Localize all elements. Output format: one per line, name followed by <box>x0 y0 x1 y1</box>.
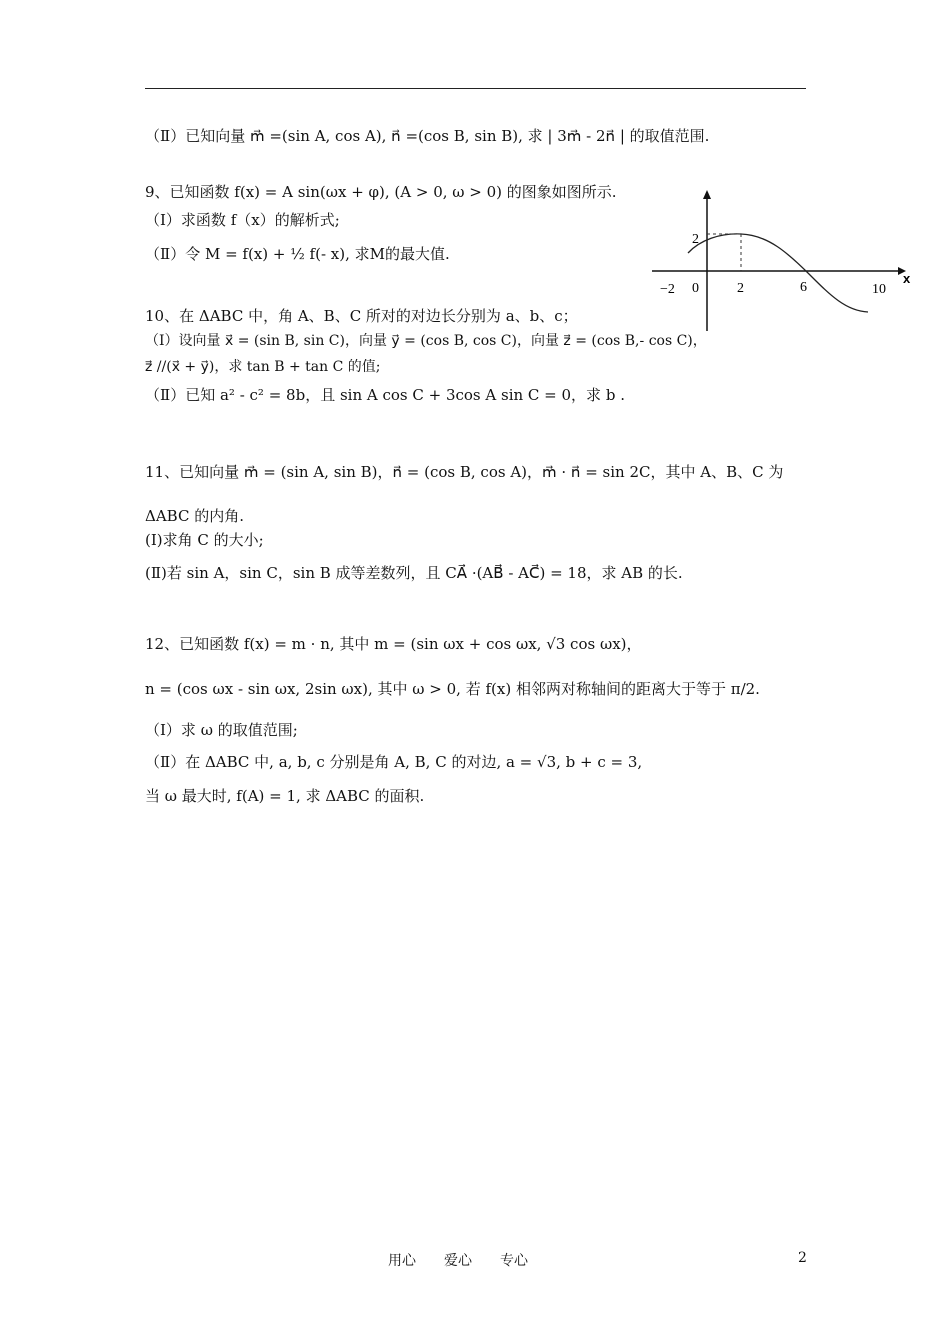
y-tick-2: 2 <box>692 232 699 247</box>
page-number: 2 <box>798 1250 807 1266</box>
sine-curve <box>688 234 868 312</box>
sine-graph <box>640 185 915 335</box>
q12-stem: 12、已知函数 f(x) = m · n, 其中 m = (sin ωx + cos ωx, √3 cos ωx)， <box>145 635 642 653</box>
q11-stem2: ΔABC 的内角. <box>145 507 244 525</box>
q10-stem: 10、在 ΔABC 中，角 A、B、C 所对的对边长分别为 a、b、c； <box>145 307 578 325</box>
x-tick-10: 10 <box>872 282 886 297</box>
footer-motto: 用心 爱心 专心 <box>388 1253 528 1269</box>
q9-stem: 9、已知函数 f(x) = A sin(ωx + φ), (A > 0, ω > 0) 的图象如图所示. <box>145 183 617 201</box>
q11-part1: (Ⅰ)求角 C 的大小; <box>145 531 264 549</box>
q12-part1: （Ⅰ）求 ω 的取值范围; <box>145 721 298 739</box>
q9-part1: （Ⅰ）求函数 f（x）的解析式; <box>145 211 340 229</box>
q10-part2: （Ⅱ）已知 a² - c² = 8b，且 sin A cos C + 3cos A sin C = 0，求 b . <box>145 386 625 404</box>
q8-part2: （Ⅱ）已知向量 m⃗ =(sin A, cos A), n⃗ =(cos B, sin B), 求 | 3m⃗ - 2n⃗ | 的取值范围. <box>145 127 710 145</box>
q12-stem2: n = (cos ωx - sin ωx, 2sin ωx), 其中 ω > 0, 若 f(x) 相邻两对称轴间的距离大于等于 π/2. <box>145 680 760 698</box>
x-tick-0: 0 <box>692 281 699 296</box>
x-tick-6: 6 <box>800 280 807 295</box>
x-tick-2: 2 <box>737 281 744 296</box>
q10-part1b: z⃗ //(x⃗ + y⃗)，求 tan B + tan C 的值; <box>145 359 381 375</box>
header-rule <box>145 88 806 89</box>
x-tick-neg2: −2 <box>660 282 675 297</box>
q12-part3: 当 ω 最大时, f(A) = 1, 求 ΔABC 的面积. <box>145 787 425 805</box>
q11-stem: 11、已知向量 m⃗ = (sin A, sin B)，n⃗ = (cos B, cos A)，m⃗ · n⃗ = sin 2C，其中 A、B、C 为 <box>145 463 784 481</box>
x-axis-label: x <box>903 271 911 286</box>
y-axis-arrow <box>703 190 711 199</box>
q12-part2: （Ⅱ）在 ΔABC 中, a, b, c 分别是角 A, B, C 的对边, a = √3, b + c = 3, <box>145 753 643 771</box>
q10-part1a: （Ⅰ）设向量 x⃗ = (sin B, sin C)，向量 y⃗ = (cos B, cos C)，向量 z⃗ = (cos B,- cos C)， <box>145 333 707 349</box>
q9-part2: （Ⅱ）令 M = f(x) + ½ f(- x), 求M的最大值. <box>145 245 450 263</box>
q11-part2: (Ⅱ)若 sin A，sin C，sin B 成等差数列，且 CA⃗ ·(AB⃗ - AC⃗) = 18，求 AB 的长. <box>145 564 683 582</box>
